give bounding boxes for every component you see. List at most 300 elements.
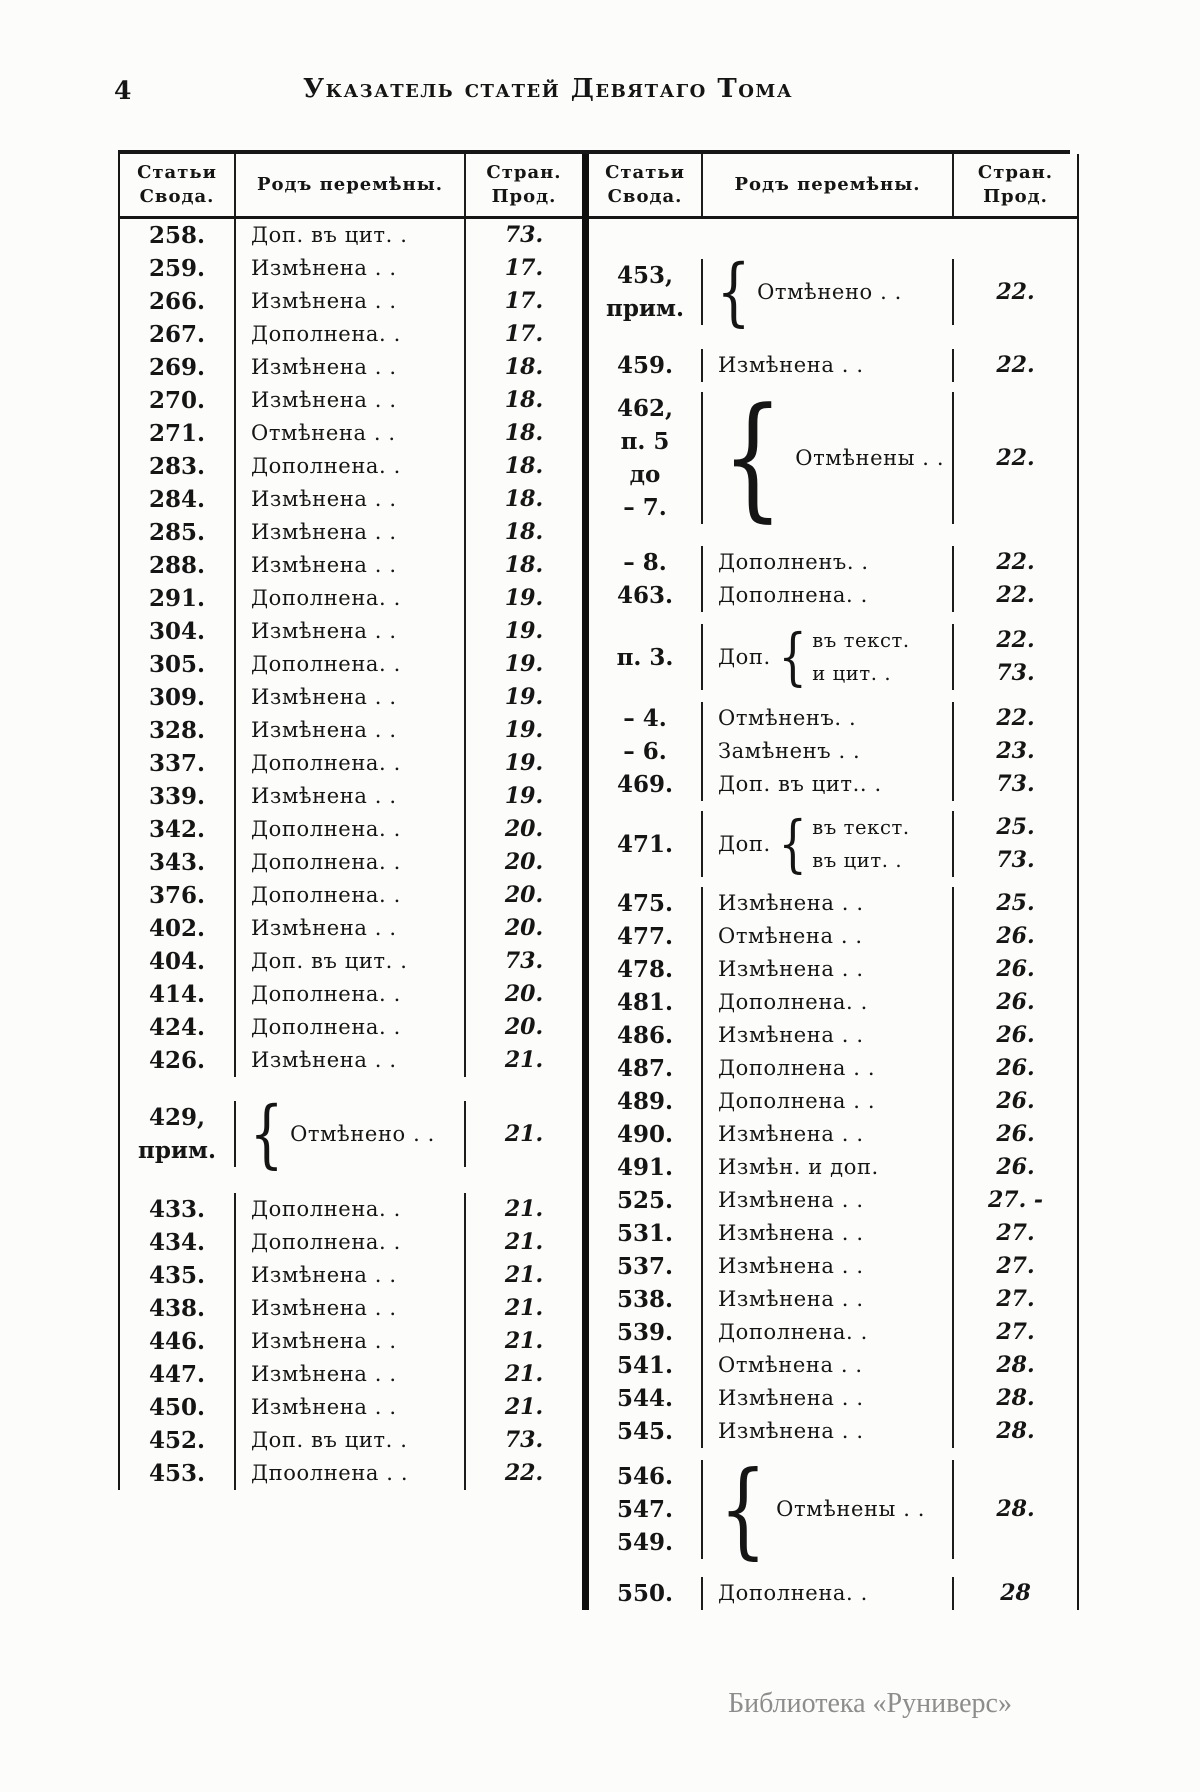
page-ref-cell: [464, 615, 582, 648]
change-type-cell: [701, 1349, 952, 1382]
page-ref-cell: [952, 735, 1077, 768]
change-type: Отмѣнена . .: [251, 421, 396, 445]
header-article-col: Статьи Свода.: [605, 162, 685, 207]
article-number-cell: [589, 887, 701, 920]
article-number: 487.: [616, 1055, 674, 1082]
table-row: [120, 516, 582, 549]
table-row: [120, 1011, 582, 1044]
change-type: Измѣнена . .: [718, 1221, 864, 1245]
page-ref: 26.: [996, 1121, 1035, 1147]
article-number: 339.: [148, 783, 206, 810]
page-ref: 25.: [996, 814, 1035, 840]
article-number-cell: [589, 1415, 701, 1448]
article-number: 550.: [616, 1580, 674, 1607]
change-type-cell: [701, 1283, 952, 1316]
page-ref-cell: [952, 1151, 1077, 1184]
page-ref-cell: [464, 1358, 582, 1391]
article-number: 269.: [148, 354, 206, 381]
change-type: Дополнена. .: [251, 1015, 401, 1039]
table-row: [589, 1019, 1077, 1052]
article-number: 481.: [616, 989, 674, 1016]
change-type: Доп.: [718, 831, 771, 856]
change-type-cell: [701, 768, 952, 801]
article-number: 285.: [148, 519, 206, 546]
page-ref-cell: [464, 450, 582, 483]
table-row: [589, 1283, 1077, 1316]
article-number: 489.: [616, 1088, 674, 1115]
page-ref-cell: [952, 1577, 1077, 1610]
page-ref: 27. -: [987, 1187, 1044, 1213]
article-number-cell: [589, 392, 701, 524]
change-type-cell: [234, 582, 464, 615]
article-number: 284.: [148, 486, 206, 513]
page-ref-cell: [952, 986, 1077, 1019]
page-ref-cell: [464, 582, 582, 615]
table-row: [589, 1217, 1077, 1250]
table-row: [589, 801, 1077, 887]
change-type: Отмѣненъ. .: [718, 706, 857, 730]
library-watermark: Библиотека «Руниверс»: [728, 1688, 1012, 1719]
article-number-cell: [120, 351, 234, 384]
change-type-cell: [234, 318, 464, 351]
article-number-cell: [120, 912, 234, 945]
page-ref-cell: [464, 879, 582, 912]
change-type: Измѣнена . .: [251, 619, 397, 643]
page-ref: 21.: [504, 1394, 544, 1420]
page-ref-cell: [464, 681, 582, 714]
change-type-cell: [701, 986, 952, 1019]
page-ref-cell: [952, 702, 1077, 735]
article-number: 259.: [148, 255, 206, 282]
page-ref: 27.: [996, 1319, 1035, 1345]
change-type: Измѣнена . .: [251, 1362, 397, 1386]
change-type-cell: [234, 1424, 464, 1457]
article-number-cell: [589, 259, 701, 325]
change-type: Измѣнена . .: [718, 1188, 864, 1212]
page-ref: 73.: [996, 660, 1035, 686]
page-ref: 21.: [504, 1120, 544, 1147]
page-ref: 27.: [996, 1220, 1035, 1246]
change-type: Измѣнена . .: [251, 1329, 397, 1353]
article-number: 426.: [148, 1047, 206, 1074]
change-type: Измѣнена . .: [251, 718, 397, 742]
article-number: 291.: [148, 585, 206, 612]
article-number: 475.: [616, 890, 674, 917]
change-type: Дополнена. .: [251, 883, 401, 907]
page-ref-cell: [464, 1101, 582, 1167]
change-type-cell: [234, 1226, 464, 1259]
article-number-cell: [589, 1316, 701, 1349]
page-ref: 19.: [504, 717, 544, 743]
page-ref: 73.: [504, 1427, 544, 1453]
article-number-cell: [120, 945, 234, 978]
page-ref-cell: [952, 1460, 1077, 1559]
change-type: Доп. въ цит.. .: [718, 772, 882, 796]
table-row: [120, 1226, 582, 1259]
change-type: Измѣнена . .: [251, 1048, 397, 1072]
table-row: [589, 702, 1077, 735]
change-type-cell: [234, 1011, 464, 1044]
table-row: [120, 1457, 582, 1490]
table-row: [120, 1424, 582, 1457]
page-ref: 21.: [504, 1262, 544, 1288]
article-number: 541.: [616, 1352, 674, 1379]
change-type: Отмѣнена . .: [718, 924, 863, 948]
change-type: Дополнена. .: [251, 1230, 401, 1254]
page-ref: 27.: [996, 1286, 1035, 1312]
article-number: 450.: [148, 1394, 206, 1421]
article-number: 288.: [148, 552, 206, 579]
brace-icon: {: [778, 806, 807, 880]
table-row: [120, 813, 582, 846]
article-number-cell: [120, 384, 234, 417]
page-ref: 18.: [504, 387, 544, 413]
article-number: 424.: [148, 1014, 206, 1041]
change-type: въ текст.: [812, 629, 910, 652]
table-row: [120, 978, 582, 1011]
page-ref: 19.: [504, 783, 544, 809]
page-ref: 27.: [996, 1253, 1035, 1279]
article-number-cell: [589, 1052, 701, 1085]
change-type-cell: [234, 1090, 464, 1177]
article-number-cell: [589, 1151, 701, 1184]
article-number-cell: [120, 1457, 234, 1490]
page-ref-cell: [952, 1316, 1077, 1349]
page-ref: 20.: [504, 816, 544, 842]
change-type: Доп. въ цит. .: [251, 223, 408, 247]
table-row: [589, 612, 1077, 702]
page-ref-cell: [464, 516, 582, 549]
page-ref-cell: [952, 1052, 1077, 1085]
page-ref-cell: [464, 780, 582, 813]
article-number-cell: [589, 1460, 701, 1559]
article-number: п. 5: [620, 428, 670, 455]
change-type: Отмѣнены . .: [795, 445, 945, 470]
table-row: [120, 1193, 582, 1226]
change-type: Доп.: [718, 644, 771, 669]
page-ref: 21.: [504, 1047, 544, 1073]
page-ref-cell: [464, 1226, 582, 1259]
table-row: [120, 285, 582, 318]
change-type: Измѣнена . .: [718, 1254, 864, 1278]
page-ref-cell: [464, 714, 582, 747]
table-row: [589, 546, 1077, 579]
article-number: 438.: [148, 1295, 206, 1322]
article-number: до: [629, 461, 661, 488]
change-type: Дополнена. .: [251, 982, 401, 1006]
table-row: [589, 1052, 1077, 1085]
page-ref-cell: [952, 920, 1077, 953]
header-article-col: Статьи Свода.: [137, 162, 217, 207]
table-row: [120, 879, 582, 912]
article-number: 486.: [616, 1022, 674, 1049]
brace-icon: {: [719, 1448, 767, 1571]
page-ref: 21.: [504, 1295, 544, 1321]
table-row: [589, 735, 1077, 768]
change-type: Измѣнена . .: [251, 388, 397, 412]
change-sublines: [812, 811, 909, 877]
change-type: Дополнена. .: [718, 990, 868, 1014]
article-number-cell: [120, 978, 234, 1011]
change-type: Измѣнена . .: [251, 355, 397, 379]
article-number: 270.: [148, 387, 206, 414]
article-number-cell: [120, 1424, 234, 1457]
change-type: Измѣнена . .: [251, 553, 397, 577]
page-title: Указатель статей Девятаго Тома: [302, 74, 794, 104]
article-number: 267.: [148, 321, 206, 348]
article-number: 342.: [148, 816, 206, 843]
page-ref-cell: [464, 318, 582, 351]
change-type: Доп. въ цит. .: [251, 1428, 408, 1452]
header-change-col: Родъ перемѣны.: [701, 154, 952, 216]
article-number: 539.: [616, 1319, 674, 1346]
change-type: Измѣнена . .: [718, 353, 864, 377]
article-number: 435.: [148, 1262, 206, 1289]
change-type: Доп. въ цит. .: [251, 949, 408, 973]
article-number: 429,: [148, 1104, 206, 1131]
page-ref-cell: [464, 417, 582, 450]
table-row: [120, 252, 582, 285]
change-type: Измѣнена . .: [251, 256, 397, 280]
article-number: – 8.: [623, 549, 667, 576]
article-number-cell: [120, 549, 234, 582]
page-ref: 22.: [996, 444, 1035, 471]
article-number-cell: [120, 714, 234, 747]
change-type: Дополнена. .: [718, 583, 868, 607]
table-row: [120, 417, 582, 450]
article-number: – 7.: [623, 494, 667, 521]
change-type: Отмѣнена . .: [718, 1353, 863, 1377]
page-ref-cell: [464, 252, 582, 285]
article-number: п. 3.: [616, 643, 674, 671]
table-row: [120, 912, 582, 945]
page-ref: 22.: [996, 627, 1035, 653]
page-ref-cell: [464, 1044, 582, 1077]
change-type-cell: [234, 780, 464, 813]
change-type-cell: [234, 615, 464, 648]
page-ref-cell: [464, 1193, 582, 1226]
page-ref: 20.: [504, 981, 544, 1007]
table-row: [120, 1358, 582, 1391]
article-number-cell: [589, 953, 701, 986]
page-ref: 19.: [504, 618, 544, 644]
change-type: Измѣнена . .: [251, 784, 397, 808]
change-type-cell: [701, 1085, 952, 1118]
article-number-cell: [589, 349, 701, 382]
article-number: 547.: [616, 1496, 674, 1523]
change-type: Измѣнена . .: [718, 1023, 864, 1047]
article-number-cell: [589, 1217, 701, 1250]
page-ref-cell: [464, 384, 582, 417]
table-row: [120, 780, 582, 813]
article-number: 258.: [148, 222, 206, 249]
table-row: [589, 1382, 1077, 1415]
article-number: 271.: [148, 420, 206, 447]
change-type: Измѣнена . .: [718, 1122, 864, 1146]
article-number-cell: [589, 1577, 701, 1610]
article-number: 477.: [616, 923, 674, 950]
table-row: [589, 986, 1077, 1019]
article-number: 471.: [616, 830, 674, 858]
page-ref-cell: [952, 259, 1077, 325]
change-type-cell: [701, 379, 952, 536]
change-type-cell: [701, 1151, 952, 1184]
change-type: Измѣнена . .: [251, 1263, 397, 1287]
change-type: Отмѣнено . .: [757, 279, 902, 304]
page-ref: 22.: [996, 352, 1035, 378]
article-number-cell: [120, 1101, 234, 1167]
page-ref-cell: [952, 1184, 1077, 1217]
article-number-cell: [589, 811, 701, 877]
article-number-cell: [120, 450, 234, 483]
page-ref-cell: [952, 392, 1077, 524]
index-table: [118, 150, 1070, 1610]
page-ref: 20.: [504, 915, 544, 941]
change-type: Измѣнена . .: [251, 289, 397, 313]
page-ref-cell: [952, 1217, 1077, 1250]
table-header-row: [120, 154, 582, 219]
page-ref: 22.: [504, 1460, 544, 1486]
article-number-cell: [589, 920, 701, 953]
page-ref-cell: [464, 747, 582, 780]
article-number-cell: [120, 1259, 234, 1292]
table-row: [589, 349, 1077, 382]
page-ref: 18.: [504, 453, 544, 479]
article-number-cell: [120, 252, 234, 285]
article-number: 414.: [148, 981, 206, 1008]
change-type: Дополнена . .: [718, 1089, 876, 1113]
change-type-cell: [701, 1448, 952, 1571]
article-number-cell: [589, 1085, 701, 1118]
table-row: [120, 351, 582, 384]
table-header-row: [589, 154, 1077, 219]
page-ref-cell: [464, 648, 582, 681]
table-right-body: [589, 219, 1077, 1610]
table-row: [120, 1391, 582, 1424]
change-type-cell: [701, 1118, 952, 1151]
table-row: [589, 1151, 1077, 1184]
page-ref: 73.: [504, 948, 544, 974]
page-ref-cell: [464, 1325, 582, 1358]
article-number: 337.: [148, 750, 206, 777]
page-ref-cell: [464, 285, 582, 318]
page-ref: 22.: [996, 549, 1035, 575]
table-row: [120, 714, 582, 747]
article-number: 544.: [616, 1385, 674, 1412]
page-ref-cell: [952, 624, 1077, 690]
brace-icon: {: [721, 379, 784, 536]
article-number: 478.: [616, 956, 674, 983]
change-type-cell: [234, 681, 464, 714]
change-type: Дополнена. .: [251, 322, 401, 346]
table-row: [589, 1118, 1077, 1151]
table-row: [120, 1044, 582, 1077]
article-number-cell: [589, 579, 701, 612]
table-row: [120, 450, 582, 483]
table-row: [120, 681, 582, 714]
article-number-cell: [589, 624, 701, 690]
page-ref: 22.: [996, 278, 1035, 305]
change-type-cell: [234, 978, 464, 1011]
article-number-cell: [589, 1019, 701, 1052]
page-ref: 20.: [504, 1014, 544, 1040]
change-type-cell: [234, 1391, 464, 1424]
change-type: и цит. .: [812, 662, 892, 685]
brace-icon: {: [716, 248, 751, 335]
change-type-cell: [701, 735, 952, 768]
page-ref: 28.: [996, 1418, 1035, 1444]
table-row: [120, 747, 582, 780]
table-row: [589, 887, 1077, 920]
article-number-cell: [120, 681, 234, 714]
article-number-cell: [589, 702, 701, 735]
change-type-cell: [701, 702, 952, 735]
article-number: 402.: [148, 915, 206, 942]
page-ref: 20.: [504, 882, 544, 908]
page-ref: 26.: [996, 989, 1035, 1015]
table-row: [120, 384, 582, 417]
change-type-cell: [234, 285, 464, 318]
page-ref-cell: [464, 483, 582, 516]
change-type: Измѣнена . .: [251, 1395, 397, 1419]
page-ref-cell: [952, 546, 1077, 579]
article-number-cell: [589, 1250, 701, 1283]
change-type-cell: [701, 579, 952, 612]
page-ref-cell: [952, 1382, 1077, 1415]
table-row: [120, 1292, 582, 1325]
page-ref: 22.: [996, 705, 1035, 731]
change-type: Измѣнена . .: [718, 1386, 864, 1410]
article-number-cell: [589, 735, 701, 768]
article-number-cell: [589, 1118, 701, 1151]
page-ref-cell: [952, 811, 1077, 877]
change-type-cell: [234, 747, 464, 780]
article-number-cell: [120, 1193, 234, 1226]
page-ref-cell: [952, 768, 1077, 801]
article-number-cell: [120, 1044, 234, 1077]
change-type: Дополнена. .: [251, 850, 401, 874]
table-row: [120, 582, 582, 615]
change-type-cell: [234, 1457, 464, 1490]
page-ref-cell: [464, 351, 582, 384]
table-left-panel: [118, 154, 582, 1490]
page-ref: 26.: [996, 1055, 1035, 1081]
table-row: [589, 1250, 1077, 1283]
table-row: [120, 318, 582, 351]
change-type-cell: [234, 351, 464, 384]
page-ref: 18.: [504, 519, 544, 545]
article-number: 549.: [616, 1529, 674, 1556]
article-number-cell: [120, 1391, 234, 1424]
page-ref-cell: [952, 887, 1077, 920]
change-type-cell: [701, 1382, 952, 1415]
page-ref: 73.: [996, 771, 1035, 797]
article-number: 490.: [616, 1121, 674, 1148]
page-ref: 17.: [504, 288, 544, 314]
article-number: – 6.: [623, 738, 667, 765]
change-type-cell: [701, 1250, 952, 1283]
change-type: Дополнена. .: [251, 454, 401, 478]
page-ref: 18.: [504, 552, 544, 578]
article-number: 343.: [148, 849, 206, 876]
change-type-cell: [234, 1044, 464, 1077]
article-number-cell: [120, 1226, 234, 1259]
table-row: [120, 945, 582, 978]
change-type: Дополненъ. .: [718, 550, 869, 574]
article-number-cell: [120, 483, 234, 516]
change-type: Дополнена. .: [251, 1197, 401, 1221]
article-number: 537.: [616, 1253, 674, 1280]
